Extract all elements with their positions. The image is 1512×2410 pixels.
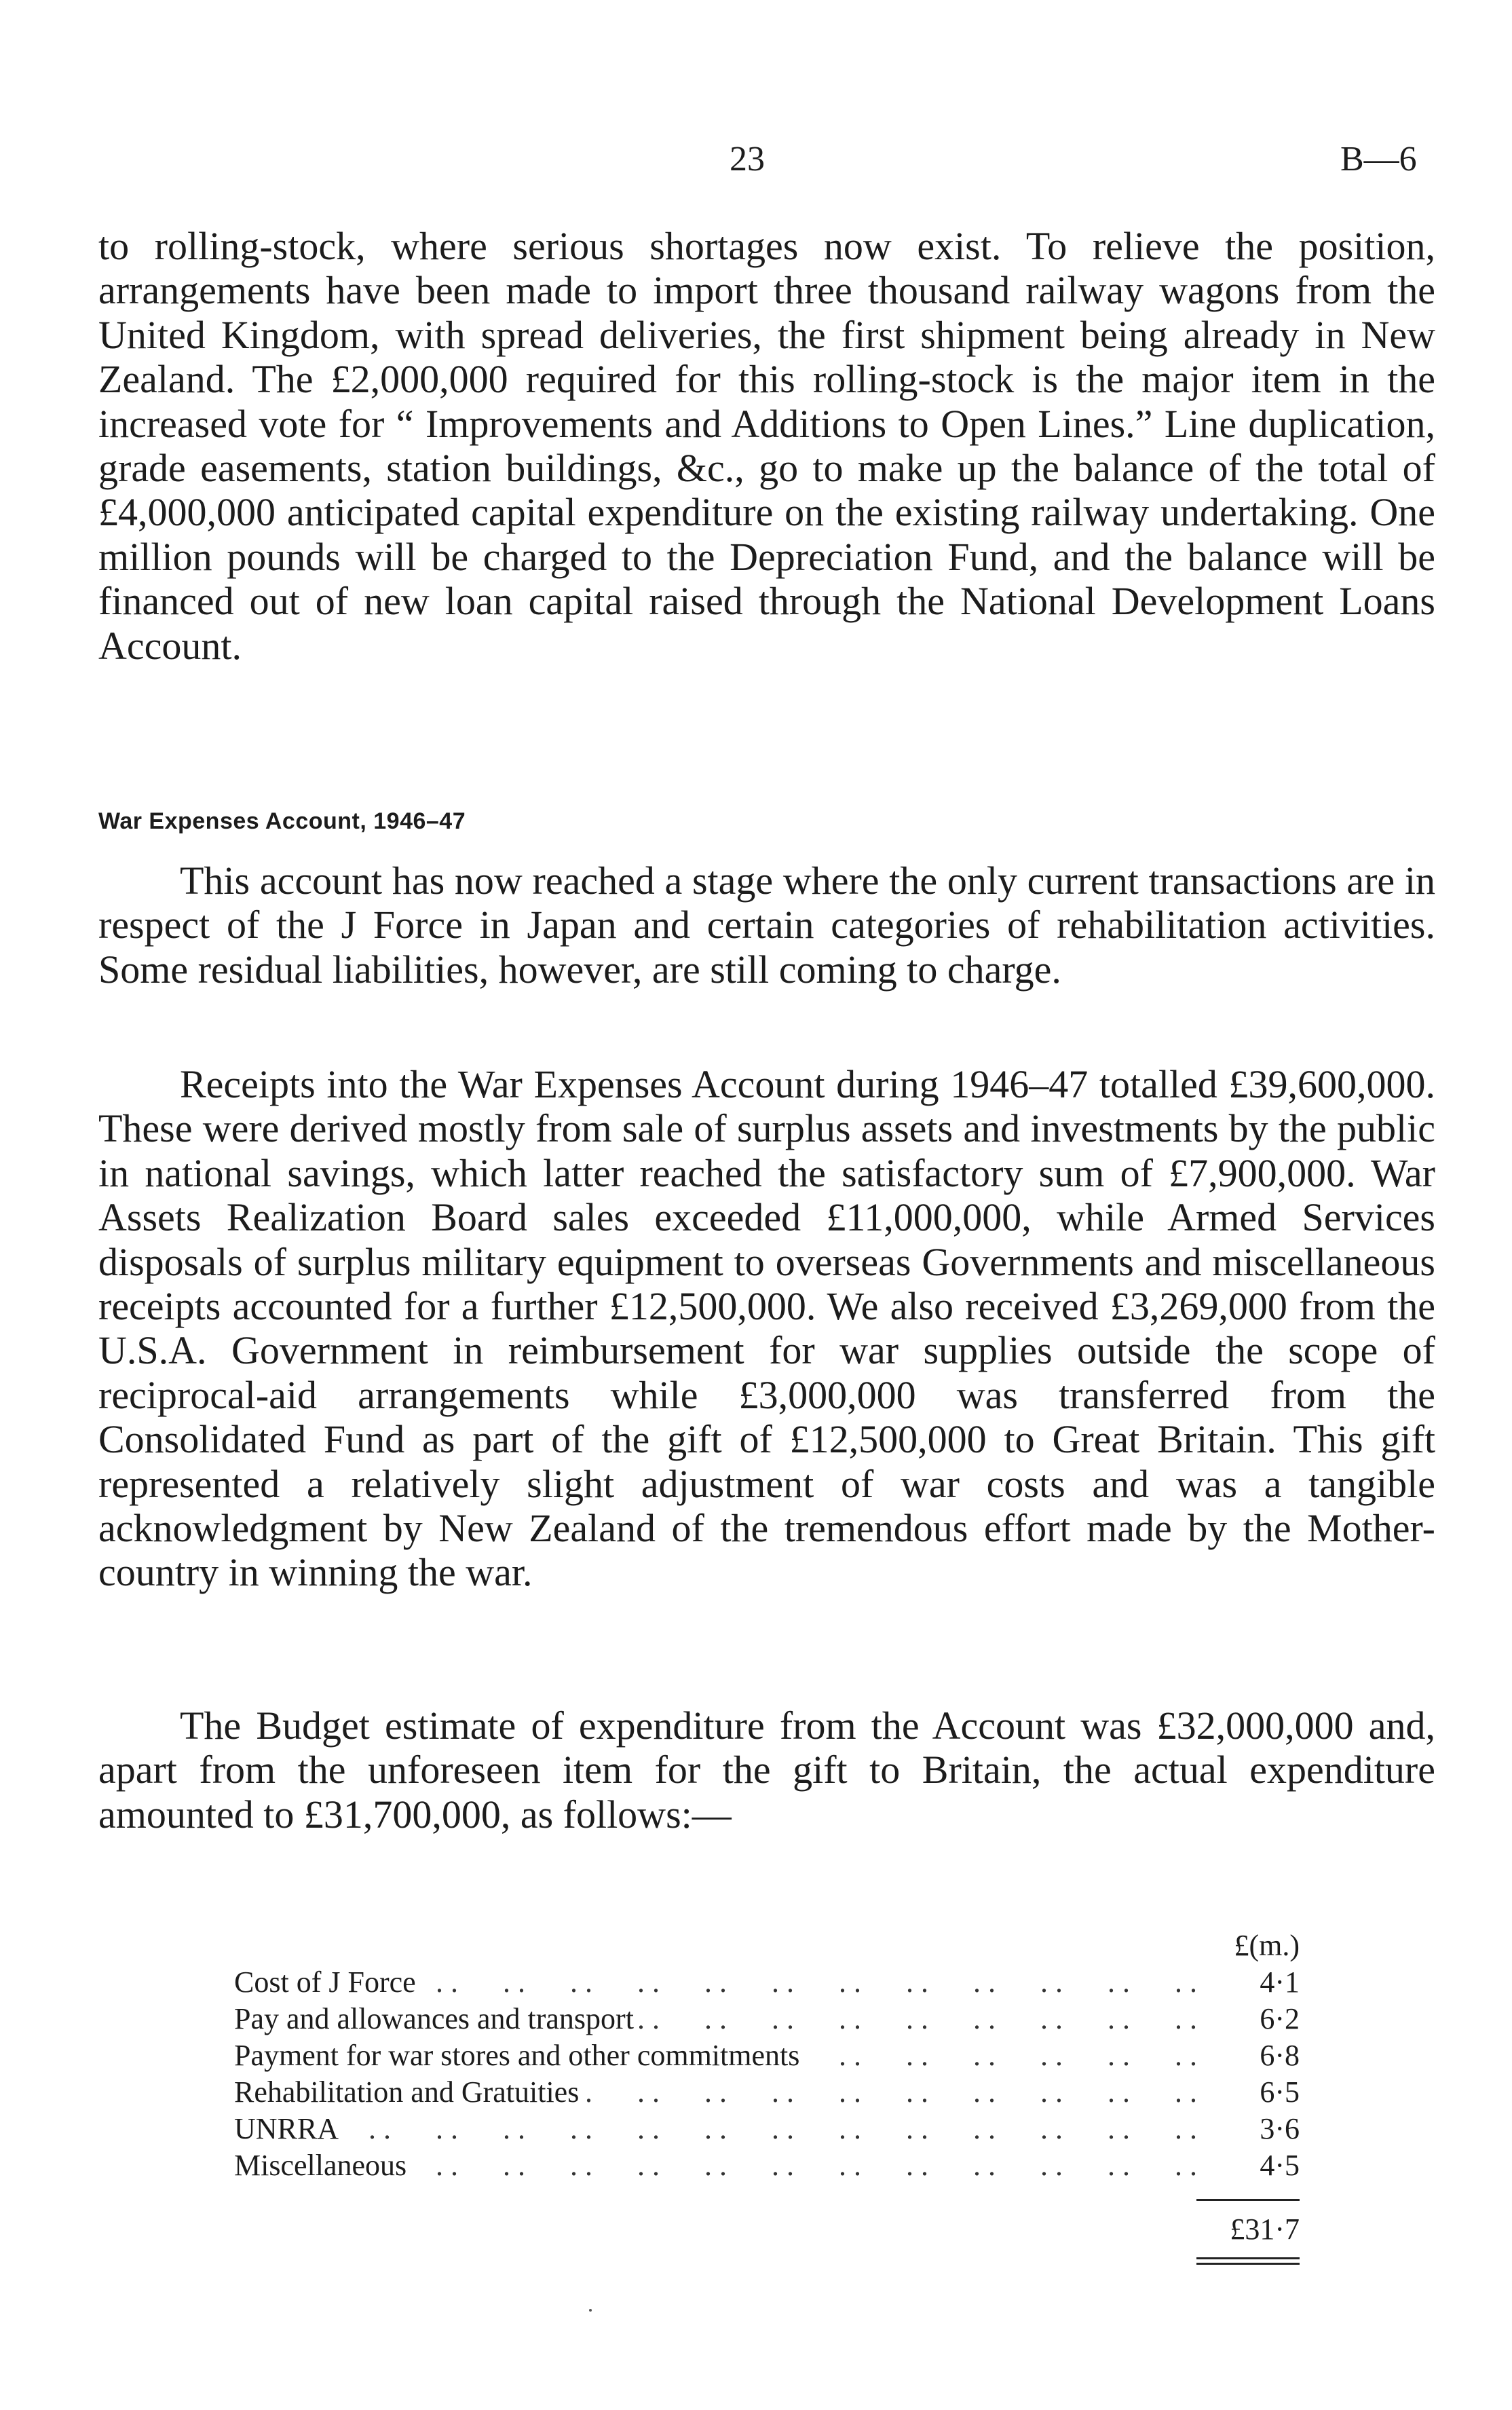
paragraph-budget-estimate (98, 1703, 1435, 1837)
paragraph-text: This account has now reached a stage where the only current transactions are in respect of the J Force in Japan and certain categories of rehabilitation activities. Some residual liabilities, however, are still coming to charge. (98, 859, 1435, 992)
row-label: Pay and allowances and transport (234, 2001, 639, 2037)
paragraph-receipts (98, 1062, 1435, 1595)
paragraph-text: Receipts into the War Expenses Account during 1946–47 totalled £39,600,000. These were derived mostly from sale of surplus assets and investments by the public in national savings, which latter reached the satisfactory sum of £7,900,000. War Assets Realization Board sales exceeded £11,000,000, while Armed Services disposals of surplus military equipment to overseas Governments and miscellaneous receipts accounted for a further £12,500,000. We also received £3,269,000 from the U.S.A. Government in reimbursement for war supplies outside the scope of reciprocal-aid arrangements while £3,000,000 was transferred from the Consolidated Fund as part of the gift of £12,500,000 to Great Britain. This gift represented a relatively slight adjustment of war costs and was a tangible acknowledgment by New Zealand of the tremendous effort made by the Mother-country in winning the war. (98, 1062, 1435, 1595)
table-row (234, 2001, 1300, 2037)
table-row (234, 2074, 1300, 2111)
row-label: Rehabilitation and Gratuities (234, 2074, 584, 2111)
document-code: B—6 (1340, 140, 1417, 178)
table-row (234, 1964, 1300, 2001)
paragraph-text: to rolling-stock, where serious shortages now exist. To relieve the position, arrangements have been made to import three thousand railway wagons from the United Kingdom, with spread deliveries, the first shipment being already in New Zealand. The £2,000,000 required for this rolling-stock is the major item in the increased vote for “ Improvements and Additions to Open Lines.” Line duplication, grade easements, station buildings, &c., go to make up the balance of the total of £4,000,000 anticipated capital expenditure on the existing railway undertaking. One million pounds will be charged to the Depreciation Fund, and the balance will be financed out of new loan capital raised through the National Development Loans Account. (98, 224, 1435, 668)
subtotal-rule (1196, 2199, 1300, 2201)
row-value: 6·5 (1260, 2075, 1300, 2109)
row-value: 3·6 (1260, 2112, 1300, 2145)
paragraph-text: The Budget estimate of expenditure from the Account was £32,000,000 and, apart from the unforeseen item for the gift to Britain, the actual expenditure amounted to £31,700,000, as follows:— (98, 1703, 1435, 1837)
total-value: £31·7 (1230, 2213, 1300, 2246)
table-row (234, 2147, 1300, 2184)
double-rule-bottom (1196, 2263, 1300, 2265)
section-heading: War Expenses Account, 1946–47 (98, 808, 466, 834)
double-rule-top (1196, 2257, 1300, 2259)
row-label: Cost of J Force (234, 1964, 421, 2001)
row-value: 4·5 (1260, 2149, 1300, 2182)
row-value: 6·2 (1260, 2002, 1300, 2035)
print-speck (589, 2309, 592, 2312)
table-row (234, 2111, 1300, 2147)
row-value: 4·1 (1260, 1965, 1300, 1999)
paragraph-current-transactions (98, 859, 1435, 992)
unit-header: £(m.) (1234, 1929, 1300, 1962)
page-number: 23 (730, 140, 765, 178)
paragraph-railway (98, 224, 1435, 668)
row-label: UNRRA (234, 2111, 344, 2147)
row-label: Payment for war stores and other commitments (234, 2037, 805, 2074)
row-value: 6·8 (1260, 2039, 1300, 2072)
row-label: Miscellaneous (234, 2147, 412, 2184)
table-row (234, 2037, 1300, 2074)
dot-leader (234, 2111, 1198, 2147)
